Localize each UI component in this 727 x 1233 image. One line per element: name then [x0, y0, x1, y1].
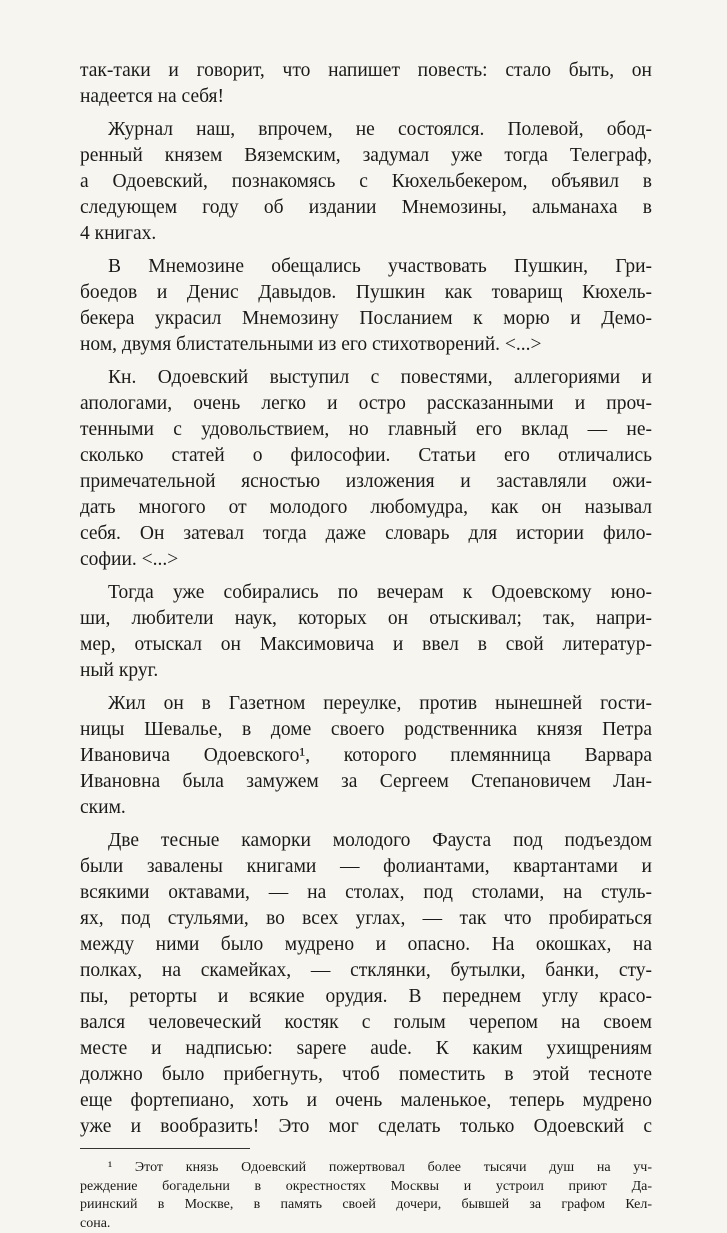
- text-line: уже и вообразить! Это мог сделать только Одоевский с: [80, 1114, 652, 1140]
- text-line: еще фортепиано, хоть и очень маленькое, теперь мудрено: [80, 1088, 652, 1114]
- text-line: пы, реторты и всякие орудия. В переднем углу красо-: [80, 984, 652, 1010]
- text-line: всякими октавами, — на столах, под столами, на стуль-: [80, 880, 652, 906]
- text-line: сколько статей о философии. Статьи его отличались: [80, 443, 652, 469]
- paragraph: [80, 365, 652, 573]
- text-line: ренный князем Вяземским, задумал уже тогда Телеграф,: [80, 143, 652, 169]
- text-line: примечательной ясностью изложения и заставляли ожи-: [80, 469, 652, 495]
- text-line: 4 книгах.: [80, 221, 652, 247]
- text-line: Тогда уже собирались по вечерам к Одоевскому юно-: [80, 580, 652, 606]
- text-line: ским.: [80, 795, 652, 821]
- paragraph-gap: [80, 110, 652, 117]
- text-line: полках, на скамейках, — стклянки, бутылки, банки, сту-: [80, 958, 652, 984]
- text-line: В Мнемозине обещались участвовать Пушкин, Гри-: [80, 254, 652, 280]
- text-line: Жил он в Газетном переулке, против нынешней гости-: [80, 691, 652, 717]
- paragraph: [80, 117, 652, 247]
- paragraph-gap: [80, 684, 652, 691]
- footnote-rule: [80, 1148, 250, 1149]
- text-line: софии. <...>: [80, 547, 652, 573]
- paragraph-gap: [80, 247, 652, 254]
- text-line: вался человеческий костяк с голым черепом на своем: [80, 1010, 652, 1036]
- book-page-text: [80, 58, 652, 1233]
- text-line: боедов и Денис Давыдов. Пушкин как товарищ Кюхель-: [80, 280, 652, 306]
- text-line: так-таки и говорит, что напишет повесть: стало быть, он: [80, 58, 652, 84]
- text-line: между ними было мудрено и опасно. На окошках, на: [80, 932, 652, 958]
- text-line: Кн. Одоевский выступил с повестями, аллегориями и: [80, 365, 652, 391]
- text-line: Ивановна была замужем за Сергеем Степановичем Лан-: [80, 769, 652, 795]
- text-line: а Одоевский, познакомясь с Кюхельбекером, объявил в: [80, 169, 652, 195]
- text-line: месте и надписью: sapere aude. К каким ухищрениям: [80, 1036, 652, 1062]
- text-line: Две тесные каморки молодого Фауста под подъездом: [80, 828, 652, 854]
- paragraph: [80, 691, 652, 821]
- paragraph-gap: [80, 821, 652, 828]
- text-line: ном, двумя блистательными из его стихотворений. <...>: [80, 332, 652, 358]
- footnote: [80, 1159, 652, 1233]
- text-line: ях, под стульями, во всех углах, — так что пробираться: [80, 906, 652, 932]
- footnote-line: сона.: [80, 1215, 652, 1233]
- footnote-line: ¹ Этот князь Одоевский пожертвовал более тысячи душ на уч-: [80, 1159, 652, 1178]
- paragraph: [80, 254, 652, 358]
- text-line: апологами, очень легко и остро рассказанными и проч-: [80, 391, 652, 417]
- paragraph: [80, 580, 652, 684]
- text-line: бекера украсил Мнемозину Посланием к морю и Демо-: [80, 306, 652, 332]
- paragraph-gap: [80, 358, 652, 365]
- paragraph: [80, 58, 652, 110]
- text-line: должно было прибегнуть, чтоб поместить в этой тесноте: [80, 1062, 652, 1088]
- footnote-line: риинский в Москве, в память своей дочери, бывшей за графом Кел-: [80, 1196, 652, 1215]
- text-line: себя. Он затевал тогда даже словарь для истории фило-: [80, 521, 652, 547]
- text-line: дать многого от молодого любомудра, как он называл: [80, 495, 652, 521]
- text-line: следующем году об издании Мнемозины, альманаха в: [80, 195, 652, 221]
- text-line: надеется на себя!: [80, 84, 652, 110]
- text-line: мер, отыскал он Максимовича и ввел в свой литератур-: [80, 632, 652, 658]
- footnote-line: реждение богадельни в окрестностях Москвы и устроил приют Да-: [80, 1178, 652, 1197]
- paragraph-gap: [80, 573, 652, 580]
- text-line: тенными с удовольствием, но главный его вклад — не-: [80, 417, 652, 443]
- text-line: Ивановича Одоевского¹, которого племянница Варвара: [80, 743, 652, 769]
- text-line: Журнал наш, впрочем, не состоялся. Полевой, обод-: [80, 117, 652, 143]
- text-line: ный круг.: [80, 658, 652, 684]
- text-line: ши, любители наук, которых он отыскивал; так, напри-: [80, 606, 652, 632]
- paragraph: [80, 828, 652, 1140]
- text-line: ницы Шевалье, в доме своего родственника князя Петра: [80, 717, 652, 743]
- text-line: были завалены книгами — фолиантами, квартантами и: [80, 854, 652, 880]
